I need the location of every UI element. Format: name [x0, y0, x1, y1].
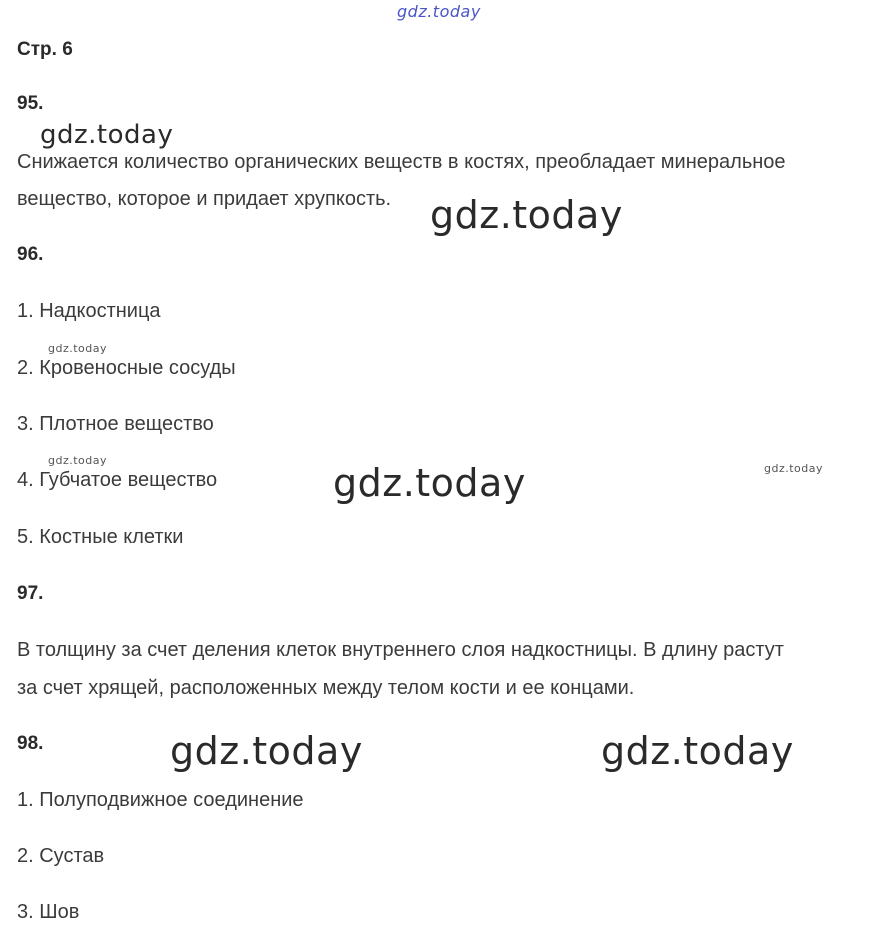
watermark: gdz.today	[48, 342, 108, 355]
list-item: 4. Губчатое вещество	[17, 469, 218, 491]
task-number-98: 98.	[17, 733, 44, 754]
watermark: gdz.today	[48, 454, 108, 467]
answer-95-line-2: вещество, которое и придает хрупкость.	[17, 188, 392, 210]
watermark: gdz.today	[430, 193, 623, 237]
watermark-top: gdz.today	[397, 2, 481, 21]
watermark: gdz.today	[333, 461, 526, 505]
task-number-95: 95.	[17, 93, 44, 114]
list-item: 5. Костные клетки	[17, 526, 184, 548]
watermark: gdz.today	[601, 729, 794, 773]
list-item: 1. Полуподвижное соединение	[17, 789, 304, 811]
watermark: gdz.today	[170, 729, 363, 773]
page-label: Стр. 6	[17, 39, 73, 60]
watermark: gdz.today	[764, 462, 824, 475]
list-item: 2. Сустав	[17, 845, 105, 867]
answer-97-line-1: В толщину за счет деления клеток внутреннего слоя надкостницы. В длину растут	[17, 639, 784, 661]
list-item: 3. Шов	[17, 901, 80, 923]
answer-95-line-1: Снижается количество органических веществ в костях, преобладает минеральное	[17, 151, 786, 173]
watermark: gdz.today	[40, 120, 174, 150]
answer-97-line-2: за счет хрящей, расположенных между телом кости и ее концами.	[17, 677, 635, 699]
list-item: 1. Надкостница	[17, 300, 161, 322]
list-item: 2. Кровеносные сосуды	[17, 357, 236, 379]
task-number-96: 96.	[17, 244, 44, 265]
list-item: 3. Плотное вещество	[17, 413, 214, 435]
task-number-97: 97.	[17, 583, 44, 604]
